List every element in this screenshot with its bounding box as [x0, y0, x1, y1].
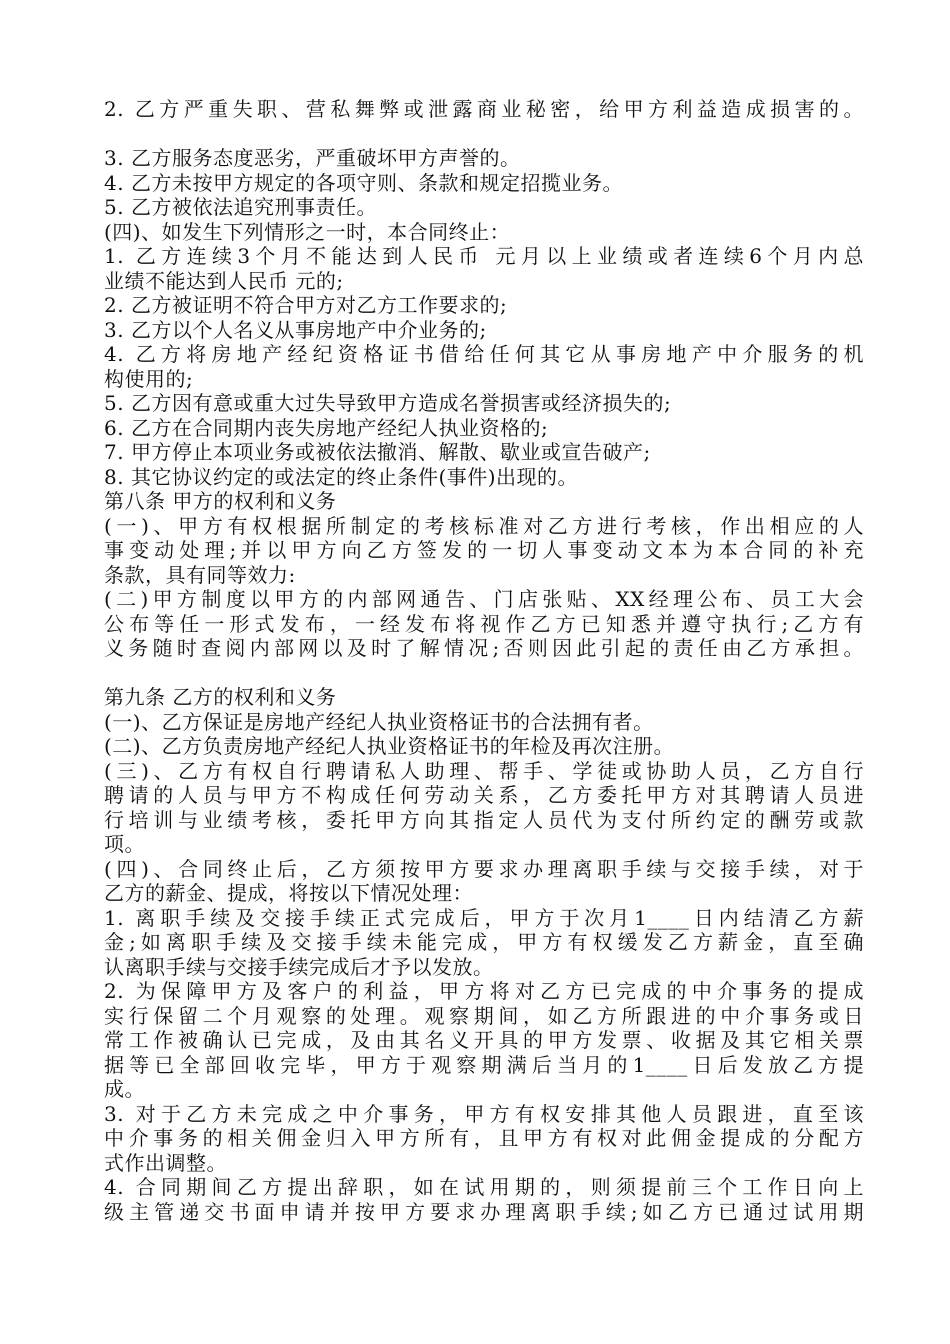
text-line: 6. 乙方在合同期内丧失房地产经纪人执业资格的;: [104, 415, 549, 440]
text-line: 行培训与业绩考核，委托甲方向其指定人员代为支付所约定的酬劳或款: [104, 807, 864, 832]
text-line: (一)、甲方有权根据所制定的考核标准对乙方进行考核，作出相应的人: [104, 513, 864, 538]
text-line: 中介事务的相关佣金归入甲方所有，且甲方有权对此佣金提成的分配方: [104, 1126, 864, 1150]
text-line: 级主管递交书面申请并按甲方要求办理离职手续;如乙方已通过试用期: [104, 1199, 864, 1224]
text-line: 常工作被确认已完成，及由其名义开具的甲方发票、收据及其它相关票: [104, 1028, 864, 1052]
text-line: 4. 乙方未按甲方规定的各项守则、条款和规定招揽业务。: [104, 170, 623, 195]
text-line: 乙方的薪金、提成，将按以下情况处理：: [104, 881, 473, 905]
text-line: 金;如离职手续及交接手续未能完成，甲方有权缓发乙方薪金，直至确: [104, 930, 864, 954]
text-line: 7. 甲方停止本项业务或被依法撤消、解散、歇业或宣告破产;: [104, 440, 651, 464]
text-line: 公布等任一形式发布，一经发布将视作乙方已知悉并遵守执行;乙方有: [104, 611, 864, 636]
text-line: 2. 乙方被证明不符合甲方对乙方工作要求的;: [104, 293, 508, 317]
text-line: 构使用的;: [104, 366, 194, 391]
text-line: 4. 乙方将房地产经纪资格证书借给任何其它从事房地产中介服务的机: [104, 342, 864, 366]
text-line: 聘请的人员与甲方不构成任何劳动关系，乙方委托甲方对其聘请人员进: [104, 783, 864, 807]
text-line: 3. 乙方以个人名义从事房地产中介业务的;: [104, 317, 487, 342]
text-line: 3. 对于乙方未完成之中介事务，甲方有权安排其他人员跟进，直至该: [104, 1101, 864, 1126]
paragraph-gap: [104, 122, 864, 147]
text-line: 5. 乙方因有意或重大过失导致甲方造成名誉损害或经济损失的;: [104, 391, 672, 415]
text-line: (三)、乙方有权自行聘请私人助理、帮手、学徒或协助人员，乙方自行: [104, 758, 864, 783]
text-line: (二)、乙方负责房地产经纪人执业资格证书的年检及再次注册。: [104, 734, 675, 758]
section-heading: 第九条 乙方的权利和义务: [104, 685, 337, 709]
text-line: 2. 乙方严重失职、营私舞弊或泄露商业秘密，给甲方利益造成损害的。: [104, 97, 864, 121]
text-line: 2. 为保障甲方及客户的利益，甲方将对乙方已完成的中介事务的提成: [104, 979, 864, 1003]
text-line: 3. 乙方服务态度恶劣，严重破坏甲方声誉的。: [104, 146, 521, 170]
text-line: 式作出调整。: [104, 1150, 227, 1175]
text-line: 业绩不能达到人民币 元的;: [104, 268, 344, 293]
text-line: 1. 乙方连续3个月不能达到人民币 元月以上业绩或者连续6个月内总: [104, 244, 864, 268]
text-line: 项。: [104, 832, 145, 856]
text-line: 据等已全部回收完毕，甲方于观察期满后当月的1____日后发放乙方提: [104, 1052, 864, 1077]
text-line: 认离职手续与交接手续完成后才予以发放。: [104, 954, 494, 979]
text-line: 4. 合同期间乙方提出辞职，如在试用期的，则须提前三个工作日向上: [104, 1175, 864, 1199]
text-line: 1. 离职手续及交接手续正式完成后，甲方于次月1____日内结清乙方薪: [104, 905, 864, 930]
text-line: (四)、如发生下列情形之一时，本合同终止：: [104, 219, 511, 244]
text-line: 实行保留二个月观察的处理。观察期间，如乙方所跟进的中介事务或日: [104, 1003, 864, 1028]
text-line: 义务随时查阅内部网以及时了解情况;否则因此引起的责任由乙方承担。: [104, 636, 864, 660]
document-body: [104, 97, 864, 1224]
text-line: 8. 其它协议约定的或法定的终止条件(事件)出现的。: [104, 464, 579, 489]
text-line: 5. 乙方被依法追究刑事责任。: [104, 195, 377, 219]
text-line: (二)甲方制度以甲方的内部网通告、门店张贴、XX经理公布、员工大会: [104, 587, 864, 611]
text-line: 条款，具有同等效力:: [104, 562, 296, 587]
section-heading: 第八条 甲方的权利和义务: [104, 489, 337, 513]
text-line: (一)、乙方保证是房地产经纪人执业资格证书的合法拥有者。: [104, 709, 654, 734]
paragraph-gap: [104, 661, 864, 686]
text-line: 事变动处理;并以甲方向乙方签发的一切人事变动文本为本合同的补充: [104, 538, 864, 562]
text-line: 成。: [104, 1077, 145, 1101]
text-line: (四)、合同终止后，乙方须按甲方要求办理离职手续与交接手续，对于: [104, 856, 864, 881]
